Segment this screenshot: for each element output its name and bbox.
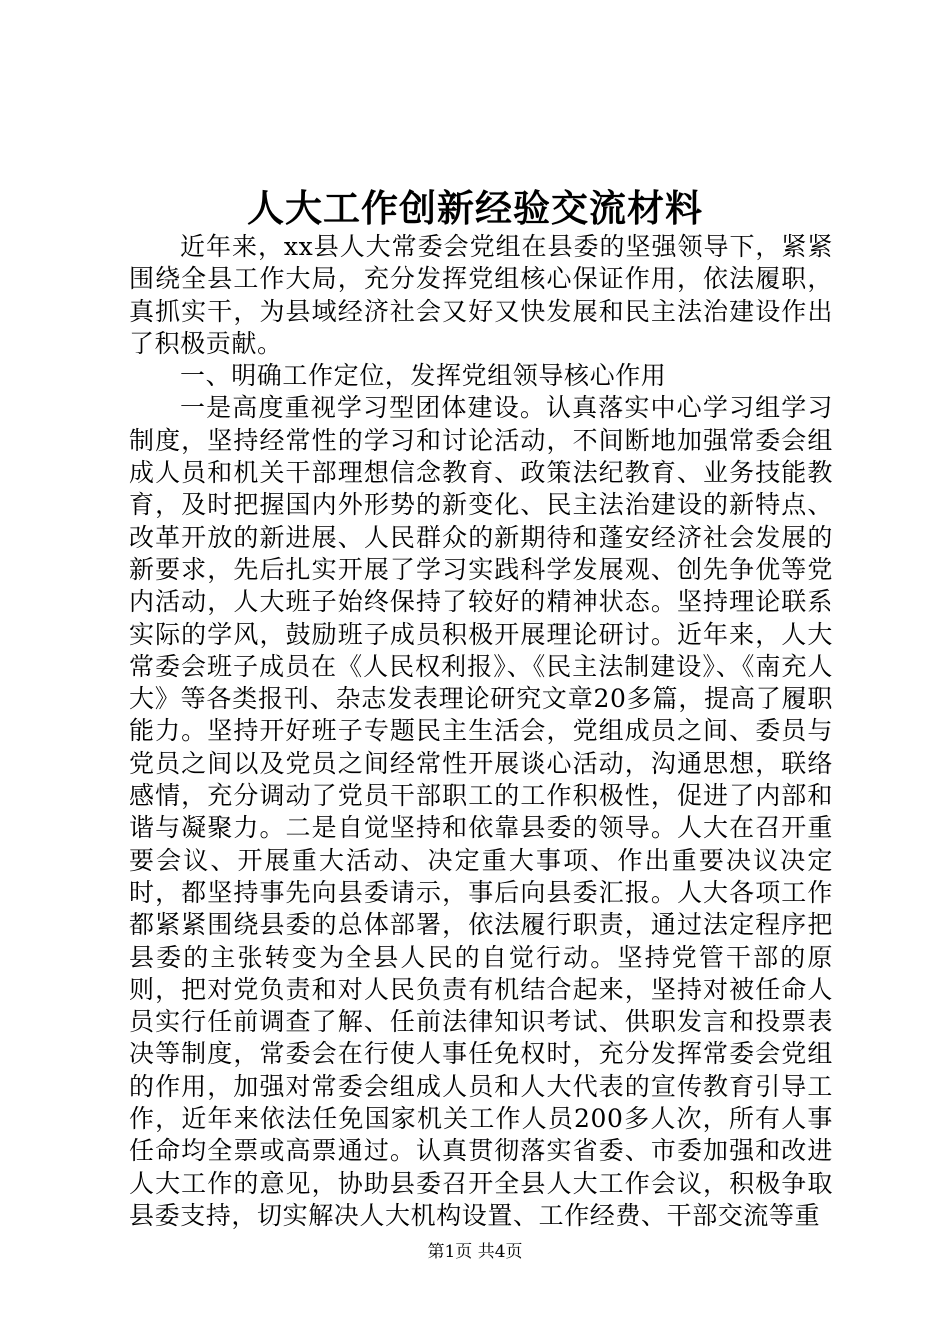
document-title: 人大工作创新经验交流材料	[247, 186, 703, 230]
paragraph-intro: 近年来，xx县人大常委会党组在县委的坚强领导下，紧紧围绕全县工作大局，充分发挥党组核心保证作用，依法履职，真抓实干，为县域经济社会又好又快发展和民主法治建设作出了积极贡献。	[129, 232, 833, 358]
page-footer: 第1页 共4页	[427, 1242, 523, 1262]
document-body	[129, 231, 833, 1232]
section-heading: 一、明确工作定位，发挥党组领导核心作用	[180, 361, 667, 391]
paragraph-section-1: 一是高度重视学习型团体建设。认真落实中心学习组学习制度，坚持经常性的学习和讨论活动，不间断地加强常委会组成人员和机关干部理想信念教育、政策法纪教育、业务技能教育，及时把握国内外形势的新变化、民主法治建设的新特点、改革开放的新进展、人民群众的新期待和蓬安经济社会发展的新要求，先后扎实开展了学习实践科学发展观、创先争优等党内活动，人大班子始终保持了较好的精神状态。坚持理论联系实际的学风，鼓励班子成员积极开展理论研讨。近年来，人大常委会班子成员在《人民权利报》、《民主法制建设》、《南充人大》等各类报刊、杂志发表理论研究文章20多篇，提高了履职能力。坚持开好班子专题民主生活会，党组成员之间、委员与党员之间以及党员之间经常性开展谈心活动，沟通思想，联络感情，充分调动了党员干部职工的工作积极性，促进了内部和谐与凝聚力。二是自觉坚持和依靠县委的领导。人大在召开重要会议、开展重大活动、决定重大事项、作出重要决议决定时，都坚持事先向县委请示，事后向县委汇报。人大各项工作都紧紧围绕县委的总体部署，依法履行职责，通过法定程序把县委的主张转变为全县人民的自觉行动。坚持党管干部的原则，把对党负责和对人民负责有机结合起来，坚持对被任命人员实行任前调查了解、任前法律知识考试、供职发言和投票表决等制度，常委会在行使人事任免权时，充分发挥常委会党组的作用，加强对常委会组成人员和人大代表的宣传教育引导工作，近年来依法任免国家机关工作人员200多人次，所有人事任命均全票或高票通过。认真贯彻落实省委、市委加强和改进人大工作的意见，协助县委召开全县人大工作会议，积极争取县委支持，切实解决人大机构设置、工作经费、干部交流等重	[129, 393, 833, 1230]
